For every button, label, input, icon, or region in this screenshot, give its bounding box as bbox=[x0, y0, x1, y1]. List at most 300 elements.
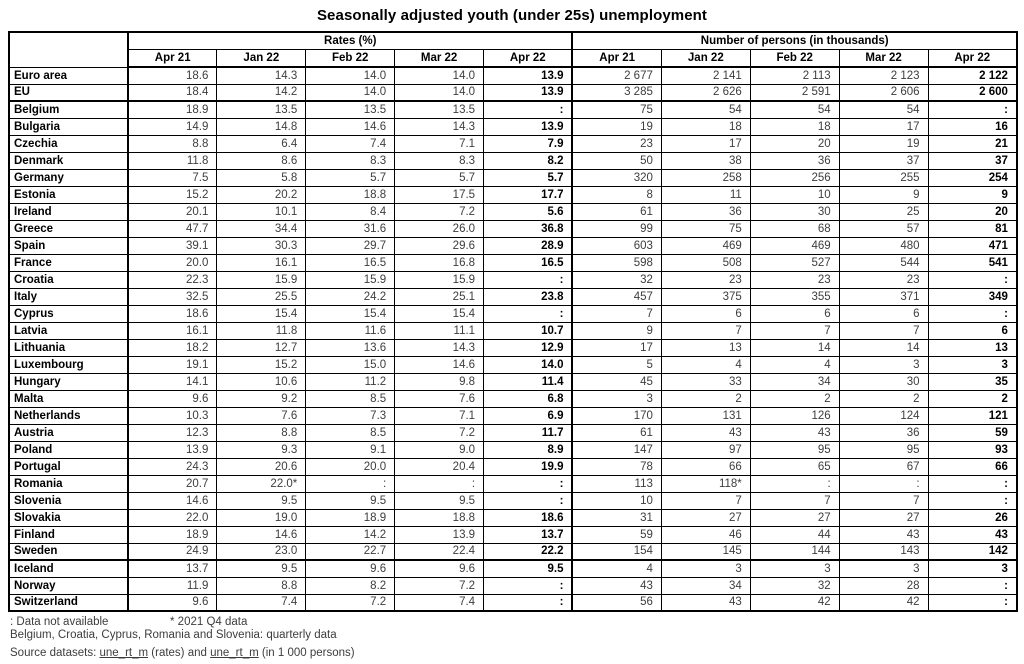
rates-value-cell: 8.3 bbox=[395, 152, 484, 169]
column-header: Feb 22 bbox=[306, 49, 395, 67]
persons-value-cell: 46 bbox=[661, 526, 750, 543]
table-row bbox=[9, 594, 1017, 611]
rates-value-cell: : bbox=[484, 475, 573, 492]
rates-value-cell: 22.0 bbox=[128, 509, 217, 526]
footnote-quarterly: Belgium, Croatia, Cyprus, Romania and Slovenia: quarterly data bbox=[10, 629, 337, 641]
persons-value-cell: 2 122 bbox=[928, 67, 1017, 84]
persons-value-cell: 469 bbox=[661, 237, 750, 254]
column-header: Mar 22 bbox=[839, 49, 928, 67]
persons-value-cell: 95 bbox=[750, 441, 839, 458]
table-row bbox=[9, 84, 1017, 101]
persons-value-cell: 603 bbox=[572, 237, 661, 254]
persons-value-cell: 33 bbox=[661, 373, 750, 390]
rates-value-cell: 19.9 bbox=[484, 458, 573, 475]
persons-value-cell: 45 bbox=[572, 373, 661, 390]
persons-value-cell: 3 285 bbox=[572, 84, 661, 101]
persons-value-cell: 142 bbox=[928, 543, 1017, 560]
persons-value-cell: 349 bbox=[928, 288, 1017, 305]
rates-value-cell: 18.2 bbox=[128, 339, 217, 356]
row-label: Denmark bbox=[9, 152, 128, 169]
rates-value-cell: 14.8 bbox=[217, 118, 306, 135]
table-row bbox=[9, 424, 1017, 441]
rates-value-cell: 18.8 bbox=[395, 509, 484, 526]
rates-value-cell: 13.9 bbox=[128, 441, 217, 458]
persons-value-cell: 23 bbox=[839, 271, 928, 288]
persons-value-cell: 7 bbox=[839, 492, 928, 509]
rates-value-cell: 23.8 bbox=[484, 288, 573, 305]
persons-value-cell: 10 bbox=[750, 186, 839, 203]
rates-value-cell: 5.6 bbox=[484, 203, 573, 220]
footnote-source bbox=[10, 647, 1024, 659]
rates-value-cell: 8.8 bbox=[217, 424, 306, 441]
rates-value-cell: 6.8 bbox=[484, 390, 573, 407]
rates-value-cell: 25.5 bbox=[217, 288, 306, 305]
rates-value-cell: 16.5 bbox=[306, 254, 395, 271]
persons-value-cell: 28 bbox=[839, 577, 928, 594]
rates-value-cell: 39.1 bbox=[128, 237, 217, 254]
persons-value-cell: 8 bbox=[572, 186, 661, 203]
row-label: Belgium bbox=[9, 101, 128, 118]
persons-value-cell: 75 bbox=[661, 220, 750, 237]
persons-value-cell: 61 bbox=[572, 424, 661, 441]
persons-value-cell: : bbox=[928, 271, 1017, 288]
row-label: Czechia bbox=[9, 135, 128, 152]
rates-value-cell: 25.1 bbox=[395, 288, 484, 305]
persons-value-cell: 2 626 bbox=[661, 84, 750, 101]
rates-value-cell: 9.6 bbox=[128, 390, 217, 407]
row-label: Cyprus bbox=[9, 305, 128, 322]
rates-value-cell: 14.9 bbox=[128, 118, 217, 135]
persons-value-cell: 13 bbox=[928, 339, 1017, 356]
row-label: Croatia bbox=[9, 271, 128, 288]
row-label: Malta bbox=[9, 390, 128, 407]
persons-value-cell: 3 bbox=[572, 390, 661, 407]
column-header: Feb 22 bbox=[750, 49, 839, 67]
rates-value-cell: 5.7 bbox=[395, 169, 484, 186]
persons-value-cell: 43 bbox=[572, 577, 661, 594]
column-header: Jan 22 bbox=[217, 49, 306, 67]
persons-value-cell: 36 bbox=[661, 203, 750, 220]
persons-value-cell: 67 bbox=[839, 458, 928, 475]
persons-value-cell: 145 bbox=[661, 543, 750, 560]
rates-value-cell: 14.0 bbox=[306, 67, 395, 84]
persons-value-cell: 43 bbox=[928, 526, 1017, 543]
rates-value-cell: 31.6 bbox=[306, 220, 395, 237]
table-row bbox=[9, 577, 1017, 594]
persons-value-cell: 54 bbox=[839, 101, 928, 118]
rates-value-cell: 22.4 bbox=[395, 543, 484, 560]
rates-value-cell: 8.2 bbox=[306, 577, 395, 594]
row-label: Bulgaria bbox=[9, 118, 128, 135]
persons-value-cell: 43 bbox=[661, 594, 750, 611]
persons-value-cell: 598 bbox=[572, 254, 661, 271]
rates-value-cell: 13.5 bbox=[395, 101, 484, 118]
persons-value-cell: 43 bbox=[661, 424, 750, 441]
rates-value-cell: 7.2 bbox=[395, 424, 484, 441]
persons-value-cell: 21 bbox=[928, 135, 1017, 152]
rates-value-cell: 9.5 bbox=[484, 560, 573, 577]
table-row bbox=[9, 271, 1017, 288]
persons-value-cell: 42 bbox=[839, 594, 928, 611]
row-label: Hungary bbox=[9, 373, 128, 390]
persons-value-cell: 144 bbox=[750, 543, 839, 560]
rates-value-cell: : bbox=[484, 594, 573, 611]
row-label: Austria bbox=[9, 424, 128, 441]
rates-value-cell: 8.3 bbox=[306, 152, 395, 169]
persons-value-cell: 75 bbox=[572, 101, 661, 118]
rates-value-cell: 18.8 bbox=[306, 186, 395, 203]
rates-value-cell: 9.6 bbox=[306, 560, 395, 577]
persons-value-cell: 2 113 bbox=[750, 67, 839, 84]
row-label: Euro area bbox=[9, 67, 128, 84]
persons-value-cell: 124 bbox=[839, 407, 928, 424]
table-row bbox=[9, 305, 1017, 322]
rates-value-cell: 15.2 bbox=[128, 186, 217, 203]
persons-value-cell: 61 bbox=[572, 203, 661, 220]
persons-value-cell: 355 bbox=[750, 288, 839, 305]
table-row bbox=[9, 373, 1017, 390]
rates-value-cell: 20.7 bbox=[128, 475, 217, 492]
rates-value-cell: 11.2 bbox=[306, 373, 395, 390]
rates-value-cell: 8.2 bbox=[484, 152, 573, 169]
row-label: Norway bbox=[9, 577, 128, 594]
persons-value-cell: 17 bbox=[572, 339, 661, 356]
persons-value-cell: 457 bbox=[572, 288, 661, 305]
row-label: Netherlands bbox=[9, 407, 128, 424]
persons-value-cell: 7 bbox=[661, 322, 750, 339]
rates-value-cell: : bbox=[484, 271, 573, 288]
persons-value-cell: 59 bbox=[572, 526, 661, 543]
row-label: Romania bbox=[9, 475, 128, 492]
rates-value-cell: 47.7 bbox=[128, 220, 217, 237]
persons-value-cell: 544 bbox=[839, 254, 928, 271]
persons-value-cell: 255 bbox=[839, 169, 928, 186]
persons-value-cell: 6 bbox=[750, 305, 839, 322]
persons-value-cell: 126 bbox=[750, 407, 839, 424]
rates-value-cell: 13.9 bbox=[484, 118, 573, 135]
group-header-persons: Number of persons (in thousands) bbox=[572, 32, 1016, 49]
corner-cell bbox=[9, 32, 128, 67]
row-label: Germany bbox=[9, 169, 128, 186]
rates-value-cell: 7.2 bbox=[306, 594, 395, 611]
rates-value-cell: 6.4 bbox=[217, 135, 306, 152]
persons-value-cell: 30 bbox=[750, 203, 839, 220]
rates-value-cell: 14.3 bbox=[395, 118, 484, 135]
rates-value-cell: 11.8 bbox=[128, 152, 217, 169]
rates-value-cell: 17.7 bbox=[484, 186, 573, 203]
persons-value-cell: : bbox=[750, 475, 839, 492]
rates-value-cell: 13.9 bbox=[484, 67, 573, 84]
persons-value-cell: 3 bbox=[839, 356, 928, 373]
persons-value-cell: 4 bbox=[572, 560, 661, 577]
table-row bbox=[9, 135, 1017, 152]
persons-value-cell: 6 bbox=[661, 305, 750, 322]
persons-value-cell: 50 bbox=[572, 152, 661, 169]
rates-value-cell: : bbox=[395, 475, 484, 492]
rates-value-cell: 10.3 bbox=[128, 407, 217, 424]
table-row bbox=[9, 356, 1017, 373]
rates-value-cell: 8.5 bbox=[306, 390, 395, 407]
table-body bbox=[9, 67, 1017, 611]
group-header-row bbox=[9, 32, 1017, 49]
rates-value-cell: 20.6 bbox=[217, 458, 306, 475]
rates-value-cell: 15.9 bbox=[306, 271, 395, 288]
rates-value-cell: 16.5 bbox=[484, 254, 573, 271]
persons-value-cell: 14 bbox=[750, 339, 839, 356]
rates-value-cell: 11.1 bbox=[395, 322, 484, 339]
rates-value-cell: 14.0 bbox=[306, 84, 395, 101]
rates-value-cell: 24.3 bbox=[128, 458, 217, 475]
rates-value-cell: 10.1 bbox=[217, 203, 306, 220]
persons-value-cell: 5 bbox=[572, 356, 661, 373]
rates-value-cell: 14.0 bbox=[484, 356, 573, 373]
rates-value-cell: 12.3 bbox=[128, 424, 217, 441]
rates-value-cell: 15.2 bbox=[217, 356, 306, 373]
persons-value-cell: : bbox=[928, 594, 1017, 611]
rates-value-cell: 24.9 bbox=[128, 543, 217, 560]
persons-value-cell: 31 bbox=[572, 509, 661, 526]
rates-value-cell: 9.6 bbox=[395, 560, 484, 577]
row-label: Latvia bbox=[9, 322, 128, 339]
rates-value-cell: 14.6 bbox=[395, 356, 484, 373]
persons-value-cell: 3 bbox=[661, 560, 750, 577]
persons-value-cell: 20 bbox=[750, 135, 839, 152]
page-title: Seasonally adjusted youth (under 25s) unemployment bbox=[316, 7, 708, 24]
rates-value-cell: 14.2 bbox=[306, 526, 395, 543]
persons-value-cell: 25 bbox=[839, 203, 928, 220]
rates-value-cell: 11.9 bbox=[128, 577, 217, 594]
rates-value-cell: 32.5 bbox=[128, 288, 217, 305]
table-row bbox=[9, 492, 1017, 509]
table-row bbox=[9, 237, 1017, 254]
rates-value-cell: 16.1 bbox=[217, 254, 306, 271]
persons-value-cell: 375 bbox=[661, 288, 750, 305]
persons-value-cell: 44 bbox=[750, 526, 839, 543]
row-label: Spain bbox=[9, 237, 128, 254]
persons-value-cell: 11 bbox=[661, 186, 750, 203]
persons-value-cell: 480 bbox=[839, 237, 928, 254]
persons-value-cell: 3 bbox=[750, 560, 839, 577]
row-label: Sweden bbox=[9, 543, 128, 560]
table-row bbox=[9, 441, 1017, 458]
table-row bbox=[9, 152, 1017, 169]
table-row bbox=[9, 169, 1017, 186]
persons-value-cell: 2 606 bbox=[839, 84, 928, 101]
table-row bbox=[9, 339, 1017, 356]
persons-value-cell: 19 bbox=[839, 135, 928, 152]
source-suffix: (in 1 000 persons) bbox=[258, 647, 355, 659]
persons-value-cell: 6 bbox=[928, 322, 1017, 339]
persons-value-cell: 54 bbox=[750, 101, 839, 118]
row-label: Switzerland bbox=[9, 594, 128, 611]
persons-value-cell: 32 bbox=[572, 271, 661, 288]
rates-value-cell: 9.6 bbox=[128, 594, 217, 611]
rates-value-cell: 14.1 bbox=[128, 373, 217, 390]
rates-value-cell: 11.7 bbox=[484, 424, 573, 441]
column-header: Apr 21 bbox=[572, 49, 661, 67]
persons-value-cell: 10 bbox=[572, 492, 661, 509]
persons-value-cell: 471 bbox=[928, 237, 1017, 254]
rates-value-cell: 22.3 bbox=[128, 271, 217, 288]
row-label: France bbox=[9, 254, 128, 271]
rates-value-cell: 8.8 bbox=[128, 135, 217, 152]
rates-value-cell: 13.9 bbox=[395, 526, 484, 543]
persons-value-cell: 27 bbox=[661, 509, 750, 526]
persons-value-cell: 6 bbox=[839, 305, 928, 322]
rates-value-cell: 15.4 bbox=[306, 305, 395, 322]
persons-value-cell: 4 bbox=[750, 356, 839, 373]
rates-value-cell: 20.0 bbox=[128, 254, 217, 271]
table-row bbox=[9, 101, 1017, 118]
group-header-rates: Rates (%) bbox=[128, 32, 572, 49]
persons-value-cell: 13 bbox=[661, 339, 750, 356]
rates-value-cell: 7.3 bbox=[306, 407, 395, 424]
table-row bbox=[9, 390, 1017, 407]
persons-value-cell: 113 bbox=[572, 475, 661, 492]
column-header: Apr 21 bbox=[128, 49, 217, 67]
rates-value-cell: 9.5 bbox=[306, 492, 395, 509]
persons-value-cell: 20 bbox=[928, 203, 1017, 220]
rates-value-cell: 11.6 bbox=[306, 322, 395, 339]
rates-value-cell: 26.0 bbox=[395, 220, 484, 237]
persons-value-cell: : bbox=[928, 577, 1017, 594]
persons-value-cell: 508 bbox=[661, 254, 750, 271]
rates-value-cell: 9.5 bbox=[395, 492, 484, 509]
rates-value-cell: 9.5 bbox=[217, 492, 306, 509]
rates-value-cell: 8.9 bbox=[484, 441, 573, 458]
row-label: Lithuania bbox=[9, 339, 128, 356]
persons-value-cell: 9 bbox=[928, 186, 1017, 203]
persons-value-cell: 34 bbox=[750, 373, 839, 390]
rates-value-cell: 12.7 bbox=[217, 339, 306, 356]
persons-value-cell: 38 bbox=[661, 152, 750, 169]
rates-value-cell: 9.1 bbox=[306, 441, 395, 458]
persons-value-cell: 43 bbox=[839, 526, 928, 543]
table-row bbox=[9, 322, 1017, 339]
persons-value-cell: 19 bbox=[572, 118, 661, 135]
rates-value-cell: 11.8 bbox=[217, 322, 306, 339]
row-label: Portugal bbox=[9, 458, 128, 475]
row-label: Poland bbox=[9, 441, 128, 458]
persons-value-cell: 23 bbox=[661, 271, 750, 288]
rates-value-cell: 9.8 bbox=[395, 373, 484, 390]
persons-value-cell: 23 bbox=[572, 135, 661, 152]
rates-value-cell: 8.8 bbox=[217, 577, 306, 594]
persons-value-cell: 37 bbox=[839, 152, 928, 169]
row-label: Estonia bbox=[9, 186, 128, 203]
table-row bbox=[9, 203, 1017, 220]
dataset-link-rates[interactable]: une_rt_m bbox=[99, 647, 149, 659]
persons-value-cell: 27 bbox=[750, 509, 839, 526]
persons-value-cell: 18 bbox=[661, 118, 750, 135]
persons-value-cell: 7 bbox=[839, 322, 928, 339]
table-row bbox=[9, 186, 1017, 203]
rates-value-cell: 14.3 bbox=[395, 339, 484, 356]
row-label: Greece bbox=[9, 220, 128, 237]
row-label: EU bbox=[9, 84, 128, 101]
rates-value-cell: 7.4 bbox=[217, 594, 306, 611]
rates-value-cell: 16.1 bbox=[128, 322, 217, 339]
persons-value-cell: 254 bbox=[928, 169, 1017, 186]
source-prefix: Source datasets: bbox=[10, 647, 100, 659]
table-row bbox=[9, 475, 1017, 492]
persons-value-cell: 2 600 bbox=[928, 84, 1017, 101]
persons-value-cell: 320 bbox=[572, 169, 661, 186]
persons-value-cell: 26 bbox=[928, 509, 1017, 526]
persons-value-cell: 131 bbox=[661, 407, 750, 424]
rates-value-cell: 13.5 bbox=[217, 101, 306, 118]
rates-value-cell: 14.0 bbox=[395, 67, 484, 84]
dataset-link-persons[interactable]: une_rt_m bbox=[210, 647, 259, 659]
rates-value-cell: 18.9 bbox=[128, 101, 217, 118]
table-row bbox=[9, 118, 1017, 135]
rates-value-cell: 9.2 bbox=[217, 390, 306, 407]
persons-value-cell: 154 bbox=[572, 543, 661, 560]
persons-value-cell: 34 bbox=[661, 577, 750, 594]
persons-value-cell: 68 bbox=[750, 220, 839, 237]
row-label: Luxembourg bbox=[9, 356, 128, 373]
persons-value-cell: 14 bbox=[839, 339, 928, 356]
persons-value-cell: 2 591 bbox=[750, 84, 839, 101]
rates-value-cell: 18.6 bbox=[128, 67, 217, 84]
persons-value-cell: 7 bbox=[750, 492, 839, 509]
persons-value-cell: : bbox=[928, 475, 1017, 492]
rates-value-cell: 7.4 bbox=[395, 594, 484, 611]
table-row bbox=[9, 254, 1017, 271]
persons-value-cell: 16 bbox=[928, 118, 1017, 135]
rates-value-cell: 11.4 bbox=[484, 373, 573, 390]
table-row bbox=[9, 543, 1017, 560]
row-label: Iceland bbox=[9, 560, 128, 577]
table-row bbox=[9, 407, 1017, 424]
table-row bbox=[9, 560, 1017, 577]
footnote-q4: * 2021 Q4 data bbox=[170, 616, 248, 628]
rates-value-cell: 13.9 bbox=[484, 84, 573, 101]
rates-value-cell: 7.2 bbox=[395, 577, 484, 594]
rates-value-cell: 20.4 bbox=[395, 458, 484, 475]
persons-value-cell: 7 bbox=[750, 322, 839, 339]
table-row bbox=[9, 509, 1017, 526]
rates-value-cell: 6.9 bbox=[484, 407, 573, 424]
rates-value-cell: 15.4 bbox=[217, 305, 306, 322]
persons-value-cell: 2 123 bbox=[839, 67, 928, 84]
column-header: Apr 22 bbox=[928, 49, 1017, 67]
column-header: Apr 22 bbox=[484, 49, 573, 67]
rates-value-cell: 7.6 bbox=[217, 407, 306, 424]
persons-value-cell: 143 bbox=[839, 543, 928, 560]
rates-value-cell: 8.6 bbox=[217, 152, 306, 169]
rates-value-cell: 12.9 bbox=[484, 339, 573, 356]
persons-value-cell: 54 bbox=[661, 101, 750, 118]
persons-value-cell: 59 bbox=[928, 424, 1017, 441]
persons-value-cell: 36 bbox=[839, 424, 928, 441]
rates-value-cell: 14.6 bbox=[128, 492, 217, 509]
persons-value-cell: : bbox=[839, 475, 928, 492]
rates-value-cell: 13.6 bbox=[306, 339, 395, 356]
rates-value-cell: 15.4 bbox=[395, 305, 484, 322]
rates-value-cell: 7.1 bbox=[395, 135, 484, 152]
persons-value-cell: 9 bbox=[839, 186, 928, 203]
rates-value-cell: 16.8 bbox=[395, 254, 484, 271]
persons-value-cell: 66 bbox=[928, 458, 1017, 475]
rates-value-cell: 9.0 bbox=[395, 441, 484, 458]
rates-value-cell: 15.9 bbox=[217, 271, 306, 288]
persons-value-cell: 95 bbox=[839, 441, 928, 458]
rates-value-cell: 5.7 bbox=[484, 169, 573, 186]
persons-value-cell: 30 bbox=[839, 373, 928, 390]
persons-value-cell: 32 bbox=[750, 577, 839, 594]
rates-value-cell: 13.5 bbox=[306, 101, 395, 118]
